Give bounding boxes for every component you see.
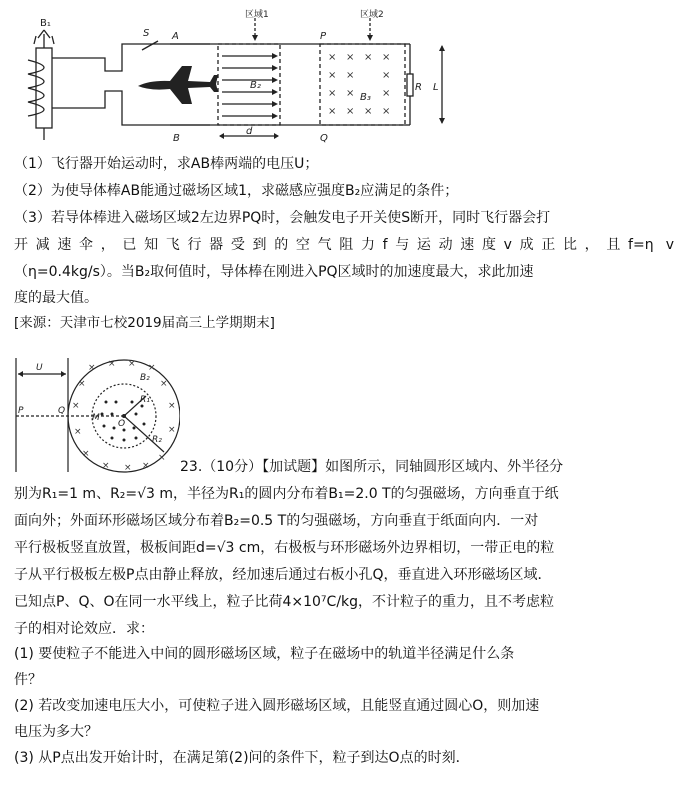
- label-r1: R₁: [140, 395, 150, 405]
- p22-line-2: （2）为使导体棒AB能通过磁场区域1，求磁感应强度B₂应满足的条件；: [14, 183, 459, 199]
- label-m: M: [92, 413, 100, 423]
- label-q2: Q: [58, 406, 66, 416]
- svg-text:×: ×: [88, 363, 96, 373]
- p23-line-5: 子从平行极板左极P点由静止释放，经加速后通过右板小孔Q，垂直进入环形磁场区域．: [14, 567, 552, 583]
- label-p: P: [320, 31, 327, 42]
- label-o: O: [118, 419, 126, 429]
- svg-text:×: ×: [72, 401, 80, 411]
- label-d: d: [246, 126, 253, 137]
- p22-line-5: （η=0.4kg/s）。当B₂取何值时，导体棒在刚进入PQ区域时的加速度最大，求此加速: [14, 264, 534, 280]
- label-r2: R₂: [152, 435, 162, 445]
- label-r: R: [415, 82, 422, 93]
- label-u: U: [36, 363, 43, 373]
- svg-text:×: ×: [168, 401, 176, 411]
- svg-text:×: ×: [346, 70, 355, 81]
- p23-line-2: 别为R₁=1 m、R₂=√3 m，半径为R₁的圆内分布着B₁=2.0 T的匀强磁场，方向垂直于纸: [14, 486, 559, 502]
- label-zone2: 区域2: [360, 10, 384, 20]
- label-zone1: 区域1: [245, 10, 269, 20]
- svg-text:×: ×: [328, 88, 337, 99]
- svg-text:×: ×: [364, 52, 373, 63]
- label-b: B: [173, 133, 180, 144]
- label-a: A: [172, 31, 179, 42]
- p23-line-6: 已知点P、Q、O在同一水平线上，粒子比荷4×10⁷C/kg，不计粒子的重力，且不考虑粒: [14, 594, 555, 610]
- svg-text:×: ×: [78, 379, 86, 389]
- p23-line-9: 件？: [14, 672, 42, 688]
- svg-text:×: ×: [108, 359, 116, 369]
- label-q: Q: [320, 133, 328, 144]
- source-note: [来源：天津市七校2019届高三上学期期末]: [14, 315, 275, 331]
- svg-text:×: ×: [364, 106, 373, 117]
- svg-text:×: ×: [160, 379, 168, 389]
- svg-text:×: ×: [328, 70, 337, 81]
- figure-1-diagram: [10, 8, 465, 148]
- svg-text:×: ×: [82, 449, 90, 459]
- svg-text:×: ×: [382, 52, 391, 63]
- p23-line-3: 面向外；外面环形磁场区域分布着B₂=0.5 T的匀强磁场，方向垂直于纸面向内．一对: [14, 513, 539, 529]
- svg-text:×: ×: [382, 88, 391, 99]
- svg-text:×: ×: [148, 363, 156, 373]
- p22-line-4: 开减速伞，已知飞行器受到的空气阻力f与运动速度v成正比，且f=η v: [14, 237, 674, 253]
- label-b3: B₃: [360, 92, 371, 103]
- svg-text:×: ×: [328, 106, 337, 117]
- label-b2-2: B₂: [140, 373, 150, 383]
- svg-text:×: ×: [102, 461, 110, 471]
- svg-text:×: ×: [158, 453, 166, 463]
- p23-line-8: (1) 要使粒子不能进入中间的圆形磁场区域，粒子在磁场中的轨道半径满足什么条: [14, 646, 515, 662]
- p22-line-1: （1）飞行器开始运动时，求AB棒两端的电压U；: [14, 156, 319, 172]
- label-b1: B₁: [40, 18, 51, 29]
- label-s: S: [143, 28, 150, 39]
- p23-line-7: 子的相对论效应．求：: [14, 621, 154, 637]
- svg-text:×: ×: [74, 427, 82, 437]
- p23-line-1: 23.（10分）【加试题】如图所示，同轴圆形区域内、外半径分: [180, 459, 564, 475]
- p22-line-6: 度的最大值。: [14, 290, 98, 306]
- label-l: L: [433, 82, 439, 93]
- p23-line-11: 电压为多大？: [14, 724, 98, 740]
- svg-text:×: ×: [346, 106, 355, 117]
- svg-text:×: ×: [328, 52, 337, 63]
- svg-text:×: ×: [346, 88, 355, 99]
- p23-line-4: 平行极板竖直放置，极板间距d=√3 cm，右极板与环形磁场外边界相切，一带正电的粒: [14, 540, 555, 556]
- figure-2-diagram: [12, 356, 180, 474]
- svg-text:×: ×: [382, 106, 391, 117]
- label-p2: P: [18, 406, 24, 416]
- p23-line-12: (3) 从P点出发开始计时，在满足第(2)问的条件下，粒子到达O点的时刻．: [14, 750, 470, 766]
- svg-text:×: ×: [142, 461, 150, 471]
- svg-text:×: ×: [382, 70, 391, 81]
- svg-text:×: ×: [168, 425, 176, 435]
- svg-text:×: ×: [128, 359, 136, 369]
- label-b2: B₂: [250, 80, 261, 91]
- svg-text:×: ×: [346, 52, 355, 63]
- svg-text:×: ×: [124, 463, 132, 473]
- p22-line-3: （3）若导体棒进入磁场区域2左边界PQ时，会触发电子开关使S断开，同时飞行器会打: [14, 210, 551, 226]
- p23-line-10: (2) 若改变加速电压大小，可使粒子进入圆形磁场区域，且能竖直通过圆心O，则加速: [14, 698, 540, 714]
